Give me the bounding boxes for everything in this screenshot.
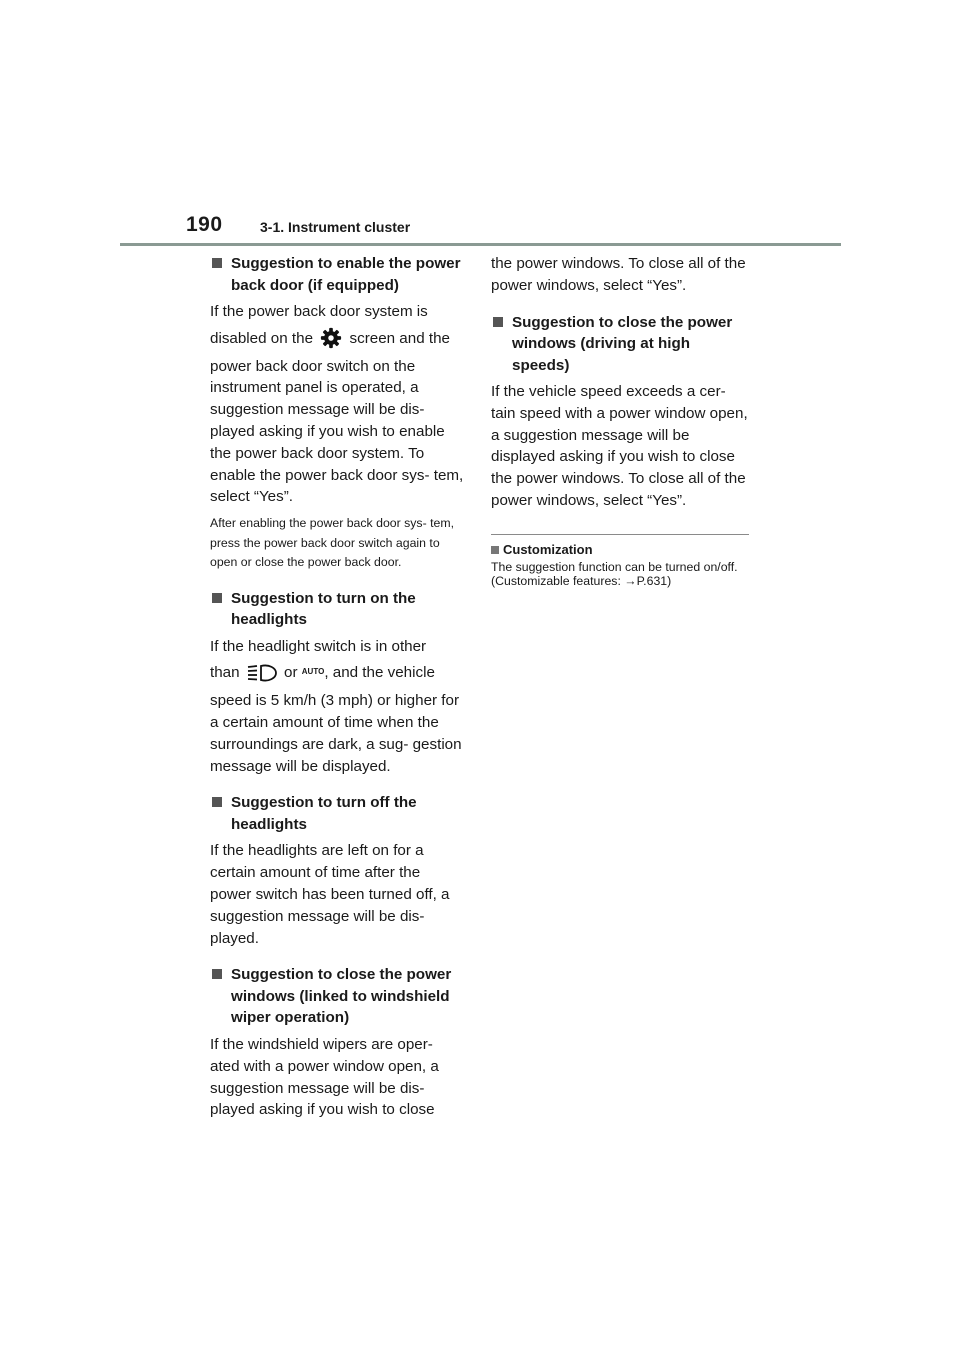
heading-headlights-off: Suggestion to turn off the headlights: [210, 792, 465, 835]
back-door-note: After enabling the power back door sys- tem, press the power back door switch again to open or close the power back door.: [210, 516, 455, 570]
heading-windows-speed: Suggestion to close the power windows (driving at high speeds): [491, 312, 749, 377]
headlight-icon: [247, 663, 277, 690]
windows-wiper-text: If the windshield wipers are oper- ated with a power window open, a suggestion message will be dis- played asking if you wish to close: [210, 1035, 439, 1119]
customization-text: The suggestion function can be turned on/off. (Customizable features: →P.631): [491, 559, 738, 588]
square-bullet-icon: [212, 258, 222, 268]
section-title: 3-1. Instrument cluster: [260, 219, 411, 235]
page-number: 190: [186, 213, 223, 236]
heading-back-door: Suggestion to enable the power back door (if equipped): [210, 253, 465, 296]
right-column: [491, 253, 749, 588]
auto-icon: AUTO: [301, 667, 325, 677]
header-divider: [120, 243, 841, 246]
square-bullet-icon: [493, 317, 503, 327]
square-bullet-icon: [491, 546, 499, 554]
customization-divider: [491, 534, 749, 535]
gear-icon: [320, 327, 342, 356]
left-column: [210, 253, 465, 1127]
headlights-off-text: If the headlights are left on for a certain amount of time after the power switch has been turned off, a suggestion message will be dis- played.: [210, 842, 450, 947]
heading-windows-wiper: Suggestion to close the power windows (linked to windshield wiper operation): [210, 964, 465, 1029]
windows-wiper-continued: the power windows. To close all of the power windows, select “Yes”.: [491, 255, 746, 294]
heading-customization: Customization: [491, 541, 749, 558]
square-bullet-icon: [212, 969, 222, 979]
headlights-on-text: If the headlight switch is in other than or AUTO, and the vehicle speed is 5 km/h (3 mph) or higher for a certain amount of time when the surroundings are dark, a sug- gestion message will be displayed.: [210, 637, 462, 775]
square-bullet-icon: [212, 593, 222, 603]
windows-speed-text: If the vehicle speed exceeds a cer- tain speed with a power window open, a suggestion message will be displayed asking if you wish to close the power windows. To close all of the power windows, select “Yes”.: [491, 383, 748, 510]
square-bullet-icon: [212, 797, 222, 807]
back-door-text: If the power back door system is disabled on the screen and the power back door switch on the instrument panel is operated, a suggestion message will be dis- played asking if you wish to enable the power back door system. To enable the power back door sys- tem, select “Yes”.: [210, 303, 464, 506]
heading-headlights-on: Suggestion to turn on the headlights: [210, 588, 465, 631]
